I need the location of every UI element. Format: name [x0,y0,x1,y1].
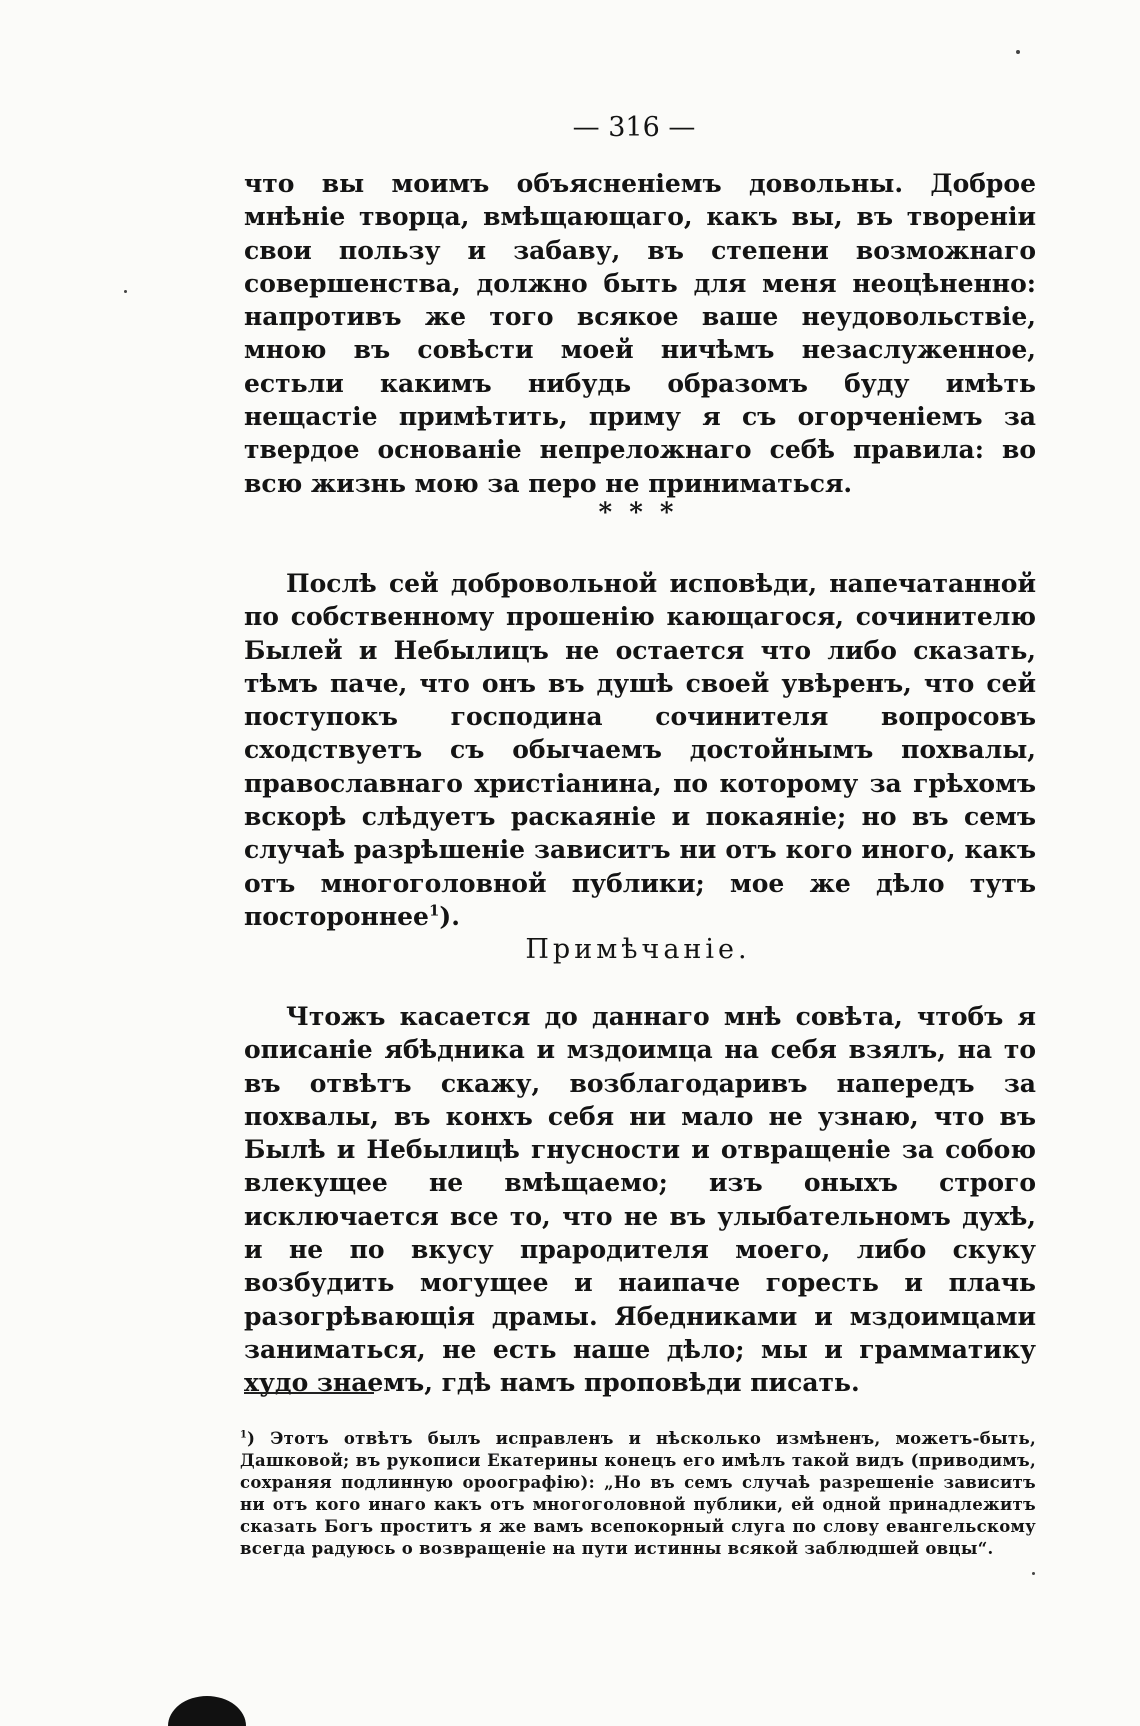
scan-speck [1016,50,1020,54]
scan-speck [124,290,127,293]
scan-speck [1032,1572,1035,1575]
section-heading: Примѣчанiе. [525,934,751,965]
asterism-divider: * * * [598,498,678,528]
ink-blot-mark [168,1696,246,1726]
footnote-text: ) Этотъ отвѣтъ былъ исправленъ и нѣсколько измѣненъ, можетъ-быть, Дашковой; въ рукописи Екатерины конецъ его имѣлъ такой видъ (приводимъ, сохраняя подлинную ороографiю): „Но въ семъ случаѣ разрешенiе зависитъ ни отъ кого инаго какъ отъ многоголовной публики, ей одной принадлежитъ сказать Богъ проститъ я же вамъ всепокорный слуга по слову евангельскому всегда радуюсь о возвращенiе на пути истинны всякой заблюдшей овцы“. [240,1429,1036,1558]
paragraph-3: Чтожъ касается до даннаго мнѣ совѣта, чтобъ я описанiе ябѣдника и мздоимца на себя взялъ, на то въ отвѣтъ скажу, возблагодаривъ напередъ за похвалы, въ конхъ себя ни мало не узнаю, что въ Былѣ и Небылицѣ гнусности и отвращенiе за собою влекущее не вмѣщаемо; изъ оныхъ строго исключается все то, что не въ улыбательномъ духѣ, и не по вкусу прародителя моего, либо скуку возбудить могущее и наипаче горесть и плачь разогрѣвающiя драмы. Ябедниками и мздоимцами заниматься, не есть наше дѣло; мы и грамматику худо знаемъ, гдѣ намъ проповѣди писать. [244,1002,1036,1398]
paragraph-2 [244,567,1036,933]
footnote-marker: 1 [240,1429,248,1441]
paragraph-1: что вы моимъ объясненiемъ довольны. Доброе мнѣнiе творца, вмѣщающаго, какъ вы, въ творенiи свои пользу и забаву, въ степени возможнаго совершенства, должно быть для меня неоцѣненно: напротивъ же того всякое ваше неудовольствiе, мною въ совѣсти моей ничѣмъ незаслуженное, естьли какимъ нибудь образомъ буду имѣть нещастiе примѣтить, приму я съ огорченiемъ за твердое основанiе непреложнаго себѣ правила: во всю жизнь мою за перо не приниматься. [244,169,1036,498]
paragraph-2-text: Послѣ сей добровольной исповѣди, напечатанной по собственному прошенiю кающагося, сочинителю Былей и Небылицъ не остается что либо сказать, тѣмъ паче, что онъ въ душѣ своей увѣренъ, что сей поступокъ господина сочинителя вопросовъ сходствуетъ съ обычаемъ достойнымъ похвалы, православнаго христiанина, по которому за грѣхомъ вскорѣ слѣдуетъ раскаянiе и покаянiе; но въ семъ случаѣ разрѣшенiе зависитъ ни отъ кого иного, какъ отъ многоголовной публики; мое же дѣло тутъ постороннее [244,569,1036,931]
paragraph-2-end: ). [439,901,460,931]
footnote-reference: 1 [428,901,440,920]
footnote-divider [244,1392,374,1394]
footnote [240,1428,1036,1560]
page-number: — 316 — [572,112,696,143]
